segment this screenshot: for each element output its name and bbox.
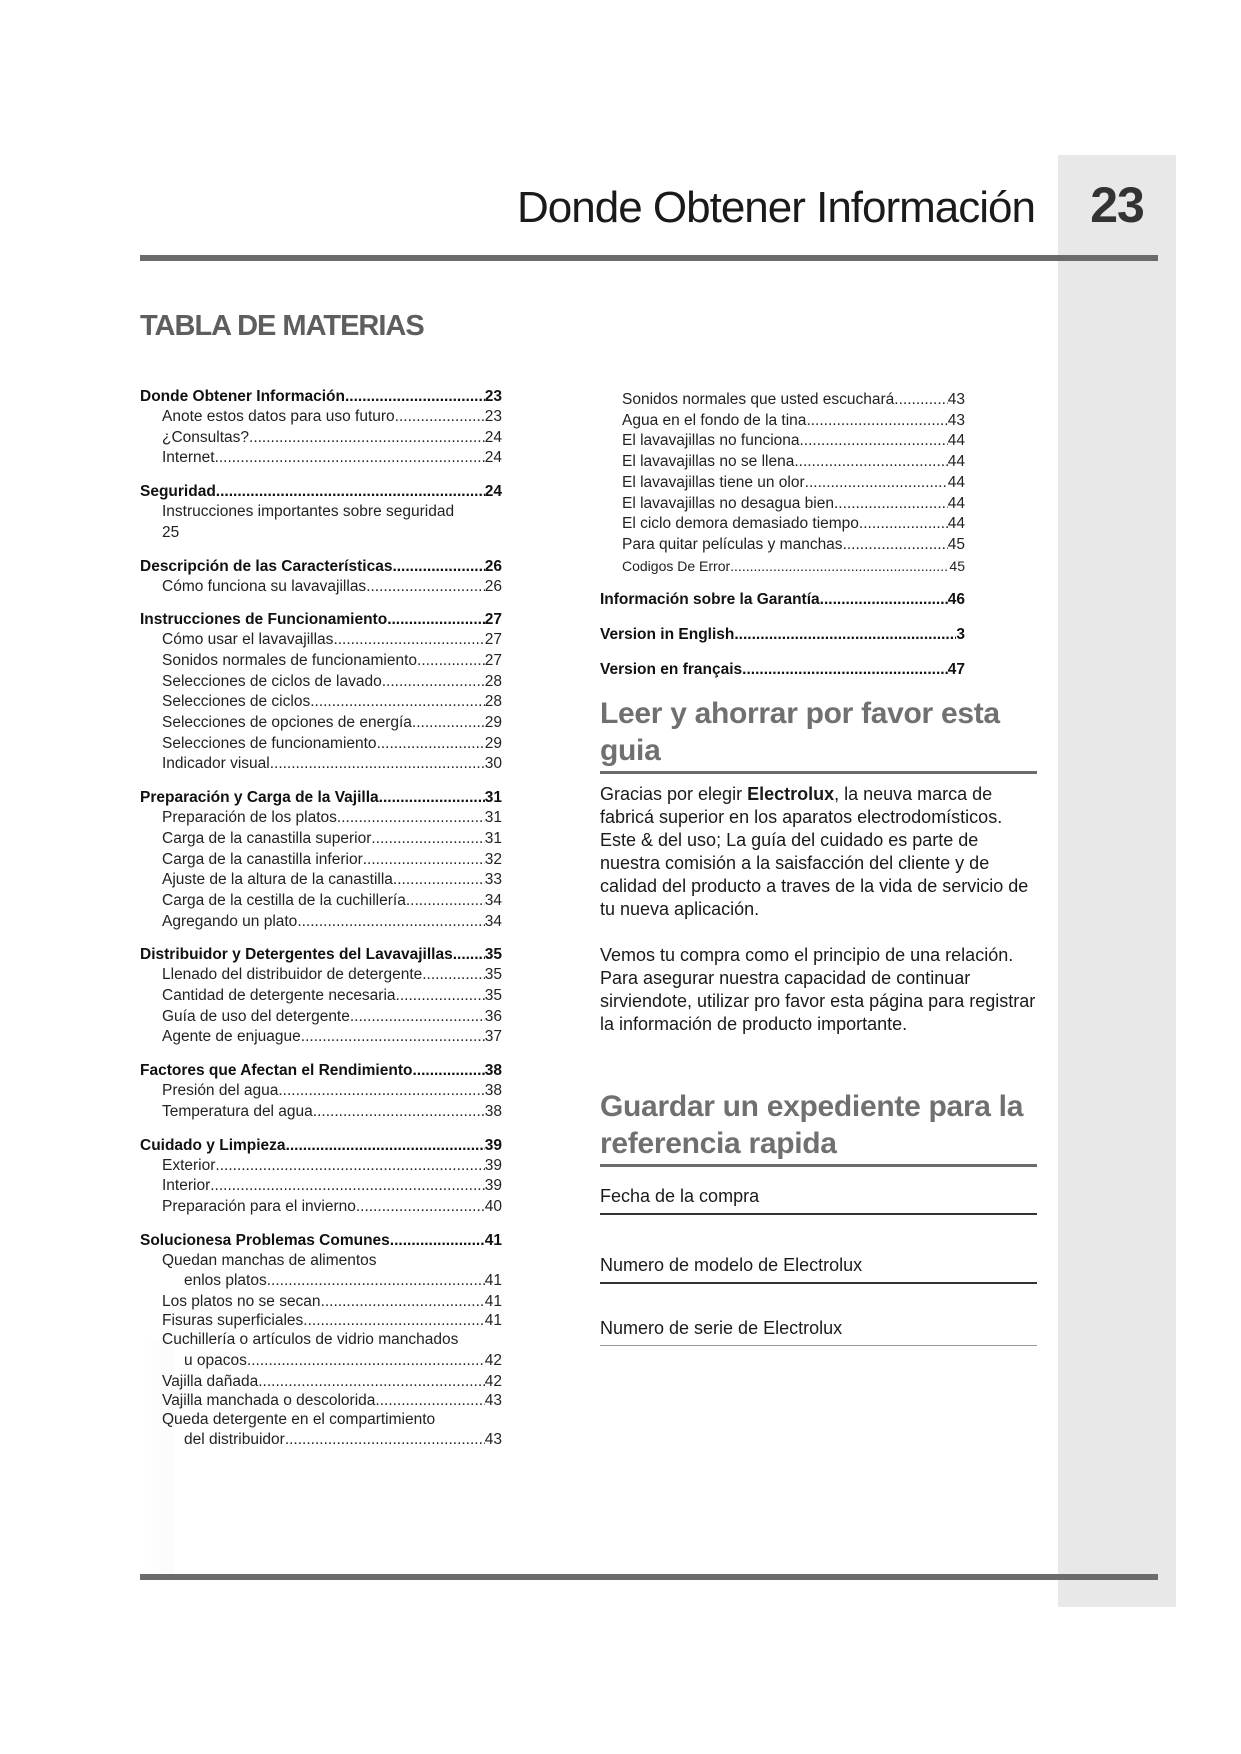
leader-dots <box>249 428 485 449</box>
toc-entry-text: enlos platos <box>184 1272 267 1290</box>
toc-page-number: 47 <box>947 661 965 679</box>
toc-page-number: 31 <box>484 809 502 827</box>
toc-entry-text: Cuchillería o artículos de vidrio manchados <box>162 1331 459 1349</box>
toc-entry-text: Presión del agua <box>162 1082 279 1100</box>
toc-entry-text: El lavavajillas no funciona <box>622 432 800 450</box>
toc-item[interactable] <box>140 912 502 933</box>
toc-item[interactable] <box>140 407 502 428</box>
toc-entry-text: Seguridad <box>140 483 216 501</box>
leader-dots <box>843 535 948 556</box>
toc-item[interactable] <box>600 494 965 515</box>
header-divider <box>140 255 1158 261</box>
toc-section <box>140 557 502 598</box>
toc-item[interactable] <box>140 1391 502 1410</box>
toc-entry-text: Cómo usar el lavavajillas <box>162 631 334 649</box>
toc-page-number: 37 <box>484 1028 502 1046</box>
toc-entry-text: Llenado del distribuidor de detergente <box>162 966 423 984</box>
toc-section <box>140 788 502 932</box>
toc-item[interactable] <box>600 390 965 411</box>
toc-section-heading[interactable] <box>140 1061 502 1081</box>
toc-entry-text: Queda detergente en el compartimiento <box>162 1410 436 1428</box>
toc-item[interactable] <box>140 1410 502 1431</box>
leader-dots <box>396 986 485 1007</box>
toc-section-heading[interactable] <box>600 590 965 610</box>
toc-entry-text: Carga de la cestilla de la cuchillería <box>162 891 406 909</box>
toc-page-number: 41 <box>484 1272 502 1290</box>
toc-page-number: 38 <box>484 1062 502 1080</box>
toc-entry-text: El ciclo demora demasiado tiempo <box>622 515 859 533</box>
toc-entry-text: Selecciones de ciclos <box>162 693 311 711</box>
toc-item[interactable] <box>600 473 965 494</box>
toc-section <box>140 1136 502 1218</box>
toc-page-number: 28 <box>484 672 502 690</box>
toc-page-number: 27 <box>484 631 502 649</box>
leader-dots <box>270 754 485 775</box>
leader-dots <box>805 473 948 494</box>
toc-entry-text: ¿Consultas? <box>162 428 250 446</box>
toc-entry-text: 25 <box>162 523 180 541</box>
para1-after: , la neuva marca de fabricá superior en los aparatos electrodomísticos. Este & del uso; La guía del cuidado es parte de nuestra comisión a la saisfacción del cliente y de calidad del producto a traves de la vida de servicio de tu nueva aplicación. <box>600 784 1029 919</box>
toc-entry-text: Anote estos datos para uso futuro <box>162 408 395 425</box>
toc-item[interactable] <box>140 651 502 672</box>
toc-page-number: 41 <box>484 1231 502 1249</box>
toc-entry-text: Carga de la canastilla superior <box>162 829 372 847</box>
toc-entry-text: Descripción de las Características <box>140 557 393 575</box>
leader-dots <box>390 1231 485 1251</box>
toc-page-number: 35 <box>484 966 502 984</box>
toc-item[interactable] <box>140 1372 502 1391</box>
leader-dots <box>278 1081 484 1102</box>
toc-entry-text: Indicador visual <box>162 755 270 773</box>
toc-page-number: 39 <box>484 1136 502 1154</box>
toc-entry-text: Carga de la canastilla inferior <box>162 850 363 868</box>
toc-item[interactable] <box>140 1351 502 1372</box>
toc-entry-text: Instrucciones de Funcionamiento <box>140 611 388 629</box>
toc-page-number: 43 <box>484 1431 502 1449</box>
toc-entry-text: Internet <box>162 449 215 467</box>
read-section-title: Leer y ahorrar por favor esta guia <box>600 697 1000 767</box>
toc-entry-text: Exterior <box>162 1156 216 1174</box>
toc-page-number: 41 <box>484 1293 502 1311</box>
leader-dots <box>301 1027 485 1048</box>
record-section-title: Guardar un expediente para la referencia rapida <box>600 1090 1024 1160</box>
toc-item[interactable] <box>140 1430 502 1451</box>
brand-name: Electrolux <box>747 784 835 804</box>
toc-entry-text: Guía de uso del detergente <box>162 1007 350 1025</box>
toc-page-number: 27 <box>484 651 502 669</box>
footer-divider <box>140 1574 1158 1580</box>
toc-entry-text: Los platos no se secan <box>162 1293 321 1311</box>
toc-section <box>140 945 502 1048</box>
toc-item[interactable] <box>140 870 502 891</box>
toc-page-number: 39 <box>484 1177 502 1195</box>
toc-item[interactable] <box>140 1271 502 1292</box>
toc-section-heading[interactable] <box>140 557 502 577</box>
toc-item[interactable] <box>600 411 965 432</box>
toc-entry-text: Agregando un plato <box>162 912 298 930</box>
toc-entry-text: Temperatura del agua <box>162 1102 313 1120</box>
toc-page-number: 36 <box>484 1007 502 1025</box>
toc-item[interactable] <box>140 1176 502 1197</box>
toc-page-number: 38 <box>484 1102 502 1120</box>
record-section-rule <box>600 1164 1037 1167</box>
toc-page-number: 26 <box>484 557 502 575</box>
leader-dots <box>412 713 485 734</box>
toc-entry-text: Solucionesa Problemas Comunes <box>140 1231 390 1249</box>
leader-dots <box>210 1176 485 1197</box>
purchase-date-field[interactable]: Fecha de la compra <box>600 1186 760 1206</box>
toc-page-number: 26 <box>484 577 502 595</box>
model-number-field[interactable]: Numero de modelo de Electrolux <box>600 1255 863 1275</box>
toc-item[interactable] <box>140 891 502 912</box>
toc-entry-text: Preparación y Carga de la Vajilla <box>140 789 379 807</box>
leader-dots <box>806 411 947 432</box>
model-number-line <box>600 1282 1037 1284</box>
leader-dots <box>356 1197 485 1218</box>
toc-item[interactable] <box>140 577 502 598</box>
toc-item[interactable] <box>140 630 502 651</box>
toc-entry-text: Vajilla manchada o descolorida <box>162 1391 376 1409</box>
toc-entry-text: Para quitar películas y manchas <box>622 535 843 553</box>
toc-item[interactable] <box>140 692 502 713</box>
toc-entry-text: Quedan manchas de alimentos <box>162 1251 377 1269</box>
leader-dots <box>742 660 948 680</box>
toc-entry-text: Instrucciones importantes sobre seguridad <box>162 503 455 521</box>
toc-item[interactable] <box>140 502 502 523</box>
toc-item[interactable] <box>140 986 502 1007</box>
toc-item[interactable] <box>600 452 965 473</box>
toc-page-number: 42 <box>484 1372 502 1390</box>
leader-dots <box>412 1061 484 1081</box>
toc-entry-text: Agua en el fondo de la tina <box>622 411 807 429</box>
page-number: 23 <box>1090 177 1144 233</box>
toc-page-number: 43 <box>947 411 965 429</box>
leader-dots <box>422 965 485 986</box>
toc-page-number: 43 <box>947 391 965 408</box>
toc-entry-text: u opacos <box>184 1351 247 1369</box>
toc-entry-text: Interior <box>162 1177 211 1195</box>
side-tab-band <box>1058 155 1176 1607</box>
leader-dots <box>216 482 485 502</box>
leader-dots <box>820 590 948 610</box>
toc-right-column <box>600 390 965 695</box>
toc-entry-text: Version en français <box>600 661 743 679</box>
toc-section-heading[interactable] <box>140 482 502 502</box>
leader-dots <box>406 891 485 912</box>
toc-item[interactable] <box>140 1311 502 1330</box>
toc-item[interactable] <box>140 448 502 469</box>
toc-page-number: 23 <box>484 408 502 425</box>
toc-page-number: 45 <box>949 557 965 574</box>
toc-entry-text: El lavavajillas no se llena <box>622 453 795 471</box>
toc-section-heading[interactable] <box>140 788 502 808</box>
leader-dots <box>730 556 949 577</box>
toc-page-number: 27 <box>484 611 502 629</box>
toc-page-number: 44 <box>947 515 965 533</box>
toc-section-heading[interactable] <box>140 1136 502 1156</box>
toc-right-sections <box>600 590 965 680</box>
toc-page-number: 3 <box>956 626 965 644</box>
toc-section-heading[interactable] <box>140 610 502 630</box>
leader-dots <box>800 431 948 452</box>
toc-item[interactable] <box>140 1081 502 1102</box>
toc-item[interactable] <box>140 1251 502 1272</box>
leader-dots <box>350 1007 485 1028</box>
leader-dots <box>333 630 484 651</box>
toc-page-number: 24 <box>484 428 502 446</box>
leader-dots <box>794 452 947 473</box>
toc-entry-text: Donde Obtener Información <box>140 388 345 405</box>
toc-page-number: 42 <box>484 1351 502 1369</box>
toc-entry-text: Ajuste de la altura de la canastilla <box>162 871 393 889</box>
read-section-rule <box>600 771 1037 774</box>
leader-dots <box>734 625 956 645</box>
toc-item[interactable] <box>600 431 965 452</box>
toc-page-number: 34 <box>484 891 502 909</box>
toc-entry-text: Selecciones de ciclos de lavado <box>162 672 382 690</box>
leader-dots <box>247 1351 485 1372</box>
toc-section-heading[interactable] <box>140 387 502 407</box>
toc-section <box>140 610 502 775</box>
leader-dots <box>392 557 484 577</box>
leader-dots <box>894 390 947 411</box>
toc-section-heading[interactable] <box>140 1231 502 1251</box>
read-paragraph-1 <box>600 783 1040 921</box>
toc-item[interactable] <box>600 556 965 577</box>
toc-page-number: 24 <box>484 449 502 467</box>
toc-item[interactable] <box>140 713 502 734</box>
leader-dots <box>286 1136 485 1156</box>
toc-entry-text: Selecciones de opciones de energía <box>162 714 412 732</box>
toc-entry-text: Vajilla dañada <box>162 1372 259 1390</box>
leader-dots <box>387 610 485 630</box>
toc-item[interactable] <box>140 850 502 871</box>
leader-dots <box>393 870 485 891</box>
leader-dots <box>379 788 485 808</box>
toc-section-heading[interactable] <box>600 625 965 645</box>
toc-page-number: 31 <box>484 789 502 807</box>
leader-dots <box>310 692 485 713</box>
leader-dots <box>453 945 485 965</box>
leader-dots <box>395 407 485 428</box>
toc-page-number: 28 <box>484 693 502 711</box>
toc-item[interactable] <box>140 734 502 755</box>
toc-section <box>140 387 502 469</box>
toc-page-number: 33 <box>484 871 502 889</box>
toc-page-number: 44 <box>947 453 965 471</box>
toc-item[interactable] <box>140 1330 502 1351</box>
toc-entry-text: Fisuras superficiales <box>162 1312 304 1330</box>
toc-entry-text: del distribuidor <box>184 1431 285 1449</box>
toc-page-number: 44 <box>947 473 965 491</box>
leader-dots <box>313 1102 485 1123</box>
leader-dots <box>285 1430 485 1451</box>
toc-page-number: 40 <box>484 1197 502 1215</box>
toc-entry-text: Sonidos normales que usted escuchará <box>622 391 895 408</box>
toc-item[interactable] <box>140 754 502 775</box>
toc-item[interactable] <box>600 514 965 535</box>
leader-dots <box>371 829 484 850</box>
toc-page-number: 46 <box>947 591 965 609</box>
toc-item[interactable] <box>140 672 502 693</box>
toc-page-number: 35 <box>484 946 502 964</box>
toc-entry-text: Preparación de los platos <box>162 809 337 827</box>
leader-dots <box>382 672 485 693</box>
leader-dots <box>377 734 485 755</box>
leader-dots <box>345 387 485 407</box>
toc-entry-text: Información sobre la Garantía <box>600 591 820 609</box>
toc-entry-text: Factores que Afectan el Rendimiento <box>140 1062 413 1080</box>
toc-entry-text: Codigos De Error <box>622 557 731 574</box>
toc-page-number: 30 <box>484 755 502 773</box>
toc-heading: TABLA DE MATERIAS <box>140 310 424 342</box>
leader-dots <box>366 577 485 598</box>
toc-entry-text: Selecciones de funcionamiento <box>162 734 377 752</box>
read-paragraph-2: Vemos tu compra como el principio de una relación. Para asegurar nuestra capacidad de continuar sirviendote, utilizar pro favor esta página para registrar la información de producto importante. <box>600 945 1036 1034</box>
leader-dots <box>859 514 948 535</box>
toc-item[interactable] <box>140 965 502 986</box>
toc-page-number: 29 <box>484 714 502 732</box>
toc-item[interactable] <box>140 808 502 829</box>
toc-page-number: 24 <box>484 483 502 501</box>
toc-entry-text: Distribuidor y Detergentes del Lavavajillas <box>140 946 453 964</box>
toc-page-number: 23 <box>484 388 502 405</box>
toc-section <box>140 1061 502 1122</box>
toc-page-number: 44 <box>947 432 965 450</box>
toc-page-number: 38 <box>484 1082 502 1100</box>
serial-number-line <box>600 1345 1037 1346</box>
toc-entry-text: Cantidad de detergente necesaria <box>162 987 396 1005</box>
toc-item[interactable] <box>140 1027 502 1048</box>
toc-page-number: 39 <box>484 1156 502 1174</box>
purchase-date-line <box>600 1213 1037 1215</box>
leader-dots <box>303 1311 484 1330</box>
toc-left-column <box>140 387 502 1464</box>
toc-entry-text: Version in English <box>600 626 735 644</box>
leader-dots <box>337 808 485 829</box>
toc-item[interactable] <box>140 1007 502 1028</box>
toc-page-number: 31 <box>484 829 502 847</box>
toc-item[interactable] <box>140 428 502 449</box>
toc-entry-text: Agente de enjuague <box>162 1028 301 1046</box>
toc-entry-text: Cuidado y Limpieza <box>140 1136 286 1154</box>
leader-dots <box>267 1271 485 1292</box>
toc-section-heading[interactable] <box>600 660 965 680</box>
leader-dots <box>834 494 948 515</box>
toc-page-number: 45 <box>947 535 965 553</box>
para1-before: Gracias por elegir <box>600 784 748 804</box>
toc-item[interactable] <box>600 535 965 556</box>
toc-item[interactable] <box>140 1102 502 1123</box>
toc-entry-text: Cómo funciona su lavavajillas <box>162 577 367 595</box>
leader-dots <box>215 1156 484 1177</box>
leader-dots <box>258 1372 485 1391</box>
toc-page-number: 32 <box>484 850 502 868</box>
toc-item[interactable] <box>140 523 502 544</box>
toc-entry-text: El lavavajillas no desagua bien <box>622 494 834 512</box>
toc-section <box>140 482 502 543</box>
toc-page-number: 43 <box>484 1391 502 1409</box>
leader-dots <box>417 651 485 672</box>
toc-page-number: 29 <box>484 734 502 752</box>
toc-entry-text: Sonidos normales de funcionamiento <box>162 651 418 669</box>
toc-page-number: 44 <box>947 494 965 512</box>
toc-item[interactable] <box>140 1292 502 1311</box>
toc-entry-text: El lavavajillas tiene un olor <box>622 473 805 491</box>
leader-dots <box>363 850 485 871</box>
serial-number-field[interactable]: Numero de serie de Electrolux <box>600 1318 843 1338</box>
toc-page-number: 34 <box>484 912 502 930</box>
toc-section <box>140 1231 502 1451</box>
toc-entry-text: Preparación para el invierno <box>162 1197 356 1215</box>
toc-item[interactable] <box>140 1197 502 1218</box>
leader-dots <box>375 1391 484 1410</box>
toc-item[interactable] <box>140 829 502 850</box>
leader-dots <box>215 448 485 469</box>
toc-page-number: 41 <box>484 1312 502 1330</box>
toc-item[interactable] <box>140 1156 502 1177</box>
leader-dots <box>297 912 484 933</box>
page-title: Donde Obtener Información <box>517 183 1035 232</box>
toc-right-items <box>600 390 965 576</box>
toc-section-heading[interactable] <box>140 945 502 965</box>
toc-page-number: 35 <box>484 987 502 1005</box>
leader-dots <box>321 1292 485 1311</box>
